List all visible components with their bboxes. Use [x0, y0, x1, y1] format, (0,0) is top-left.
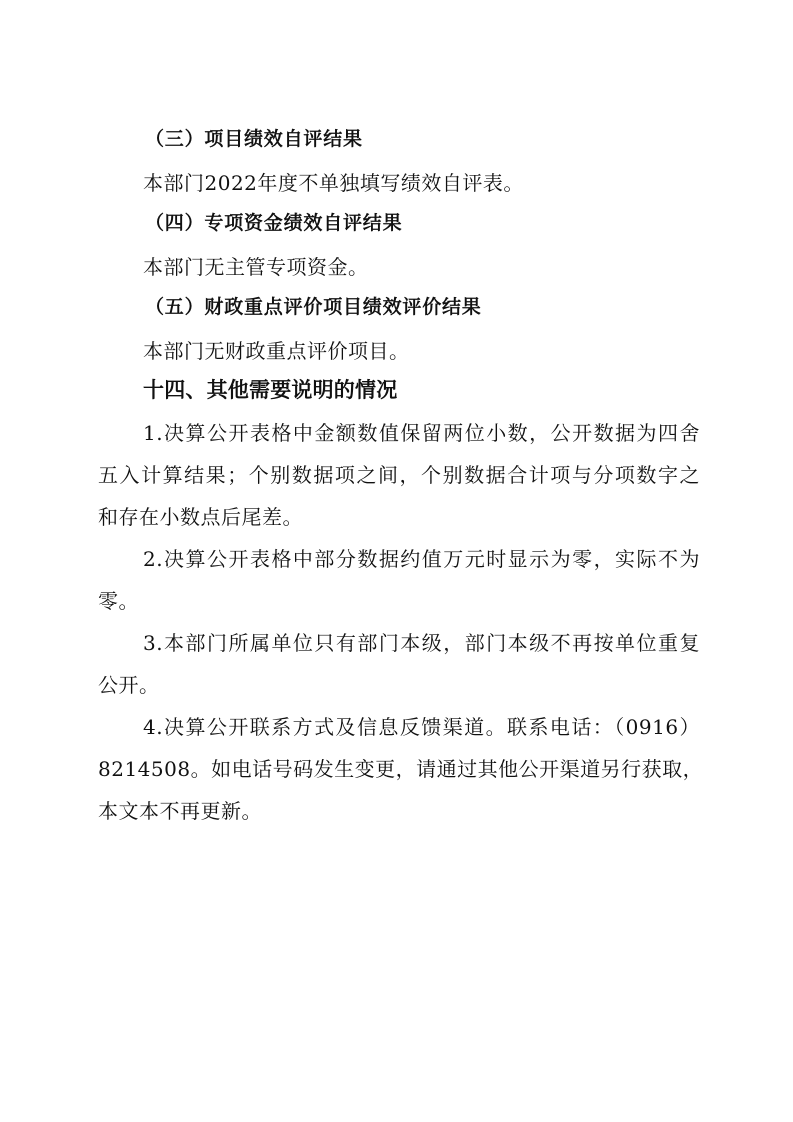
section-heading-project-performance: （三）项目绩效自评结果	[145, 128, 363, 150]
note-2-line-2: 零。	[98, 589, 139, 613]
note-2-line-1: 2.决算公开表格中部分数据约值万元时显示为零，实际不为	[143, 547, 700, 571]
note-1-line-3: 和存在小数点后尾差。	[98, 505, 303, 529]
chapter-heading-other-notes: 十四、其他需要说明的情况	[143, 378, 398, 402]
section-body-key-evaluation: 本部门无财政重点评价项目。	[143, 339, 410, 363]
note-1-line-2: 五入计算结果；个别数据项之间，个别数据合计项与分项数字之	[98, 463, 700, 487]
section-body-project-performance: 本部门2022年度不单独填写绩效自评表。	[143, 171, 524, 195]
note-1-line-1: 1.决算公开表格中金额数值保留两位小数，公开数据为四舍	[143, 421, 700, 445]
note-4-line-3: 本文本不再更新。	[98, 799, 262, 823]
note-3-line-2: 公开。	[98, 673, 160, 697]
section-body-special-funds: 本部门无主管专项资金。	[143, 255, 369, 279]
note-4-line-2: 8214508。如电话号码发生变更，请通过其他公开渠道另行获取，	[98, 757, 704, 781]
note-4-line-1: 4.决算公开联系方式及信息反馈渠道。联系电话：（0916）	[143, 715, 700, 739]
note-3-line-1: 3.本部门所属单位只有部门本级，部门本级不再按单位重复	[143, 631, 700, 655]
section-heading-key-evaluation: （五）财政重点评价项目绩效评价结果	[145, 296, 482, 318]
section-heading-special-funds: （四）专项资金绩效自评结果	[145, 212, 403, 234]
